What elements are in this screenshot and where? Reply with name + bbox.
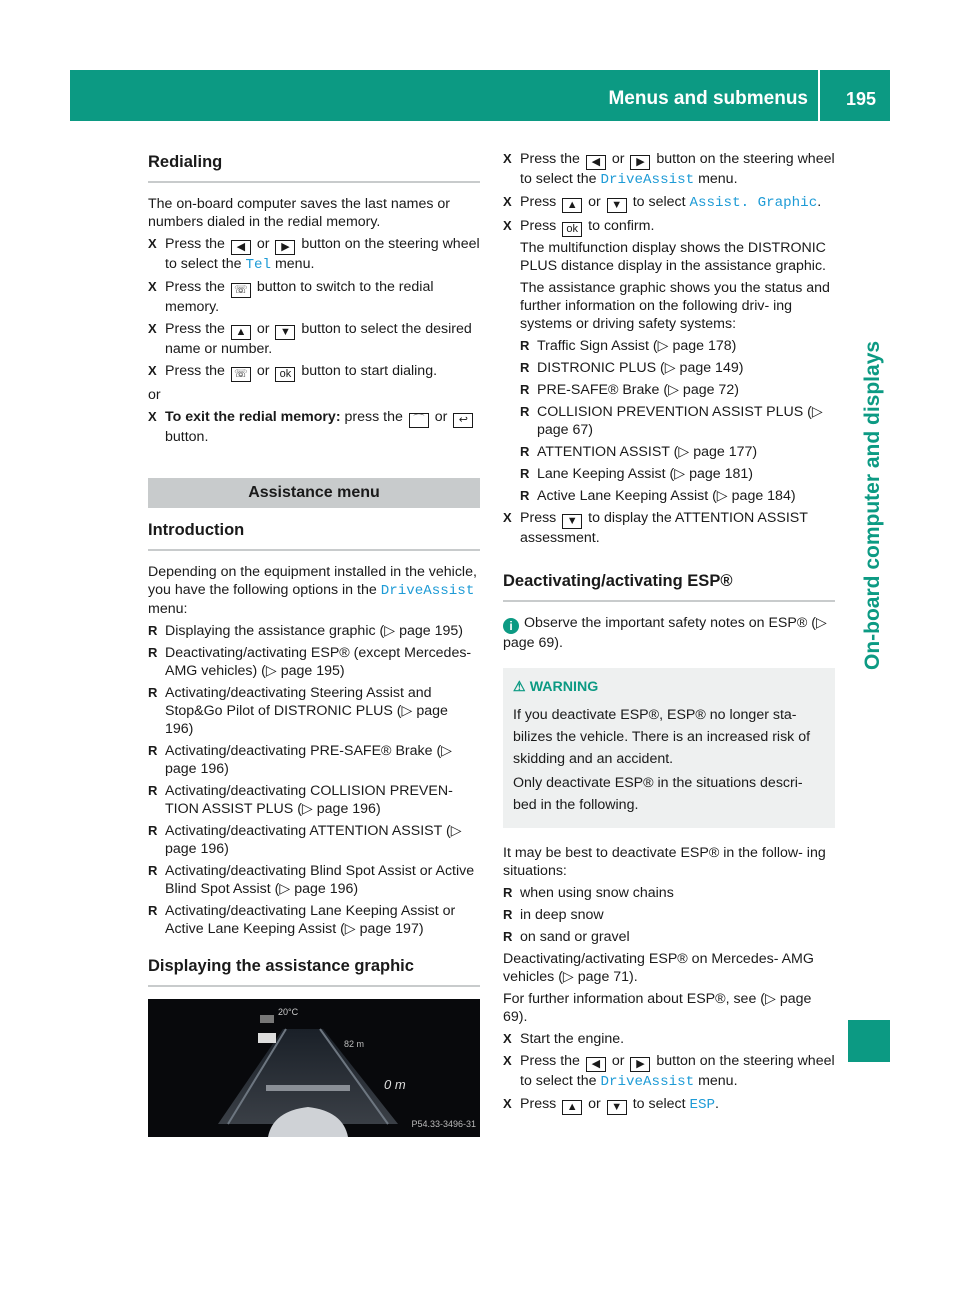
redialing-intro: The on-board computer saves the last names or numbers dialed in the redial memory. xyxy=(148,196,451,230)
info-note: i Observe the important safety notes on ESP® (▷ page 69). xyxy=(503,615,827,651)
down-arrow-button-icon: ▼ xyxy=(562,514,582,529)
step: X Press the ☏ or ok button to start dialing. xyxy=(148,362,480,382)
list-item: R Activating/deactivating PRE-SAFE® Brake (▷ page 196) xyxy=(148,742,480,778)
graphic-info: The assistance graphic shows you the status and further information on the following driv- ing systems or driving safety systems: xyxy=(520,280,830,332)
warning-box xyxy=(503,668,835,828)
ok-button-icon: ok xyxy=(562,222,582,237)
down-arrow-button-icon: ▼ xyxy=(275,325,295,340)
chapter-marker xyxy=(848,1020,890,1062)
list-item: R PRE-SAFE® Brake (▷ page 72) xyxy=(520,381,835,399)
step: X Press ▲ or ▼ to select Assist. Graphic. xyxy=(503,193,835,213)
introduction-text: Depending on the equipment installed in the vehicle, you have the following options in the DriveAssist menu: xyxy=(148,564,477,617)
step: X Press ▼ to display the ATTENTION ASSIST assessment. xyxy=(503,509,835,547)
step: X Press the ◀ or ▶ button on the steering wheel to select the Tel menu. xyxy=(148,235,480,274)
list-item: R Deactivating/activating ESP® (except Mercedes-AMG vehicles) (▷ page 195) xyxy=(148,644,480,680)
list-item: R Activating/deactivating COLLISION PREVEN- TION ASSIST PLUS (▷ page 196) xyxy=(148,782,480,818)
step: X Press ▲ or ▼ to select ESP. xyxy=(503,1095,835,1115)
list-item: R Lane Keeping Assist (▷ page 181) xyxy=(520,465,835,483)
right-column xyxy=(503,150,835,1119)
right-arrow-button-icon: ▶ xyxy=(275,240,295,255)
left-column xyxy=(148,150,480,1137)
list-item: R COLLISION PREVENTION ASSIST PLUS (▷ page 67) xyxy=(520,403,835,439)
chapter-tab-label: On-board computer and displays xyxy=(861,340,884,670)
menu-name: Assist. Graphic xyxy=(689,195,818,211)
paragraph: Deactivating/activating ESP® on Mercedes- AMG vehicles (▷ page 71). xyxy=(503,951,814,985)
warning-text: Only deactivate ESP® in the situations descri- bed in the following. xyxy=(513,775,803,813)
down-arrow-button-icon: ▼ xyxy=(607,1100,627,1115)
paragraph: It may be best to deactivate ESP® in the follow- ing situations: xyxy=(503,845,826,879)
step: X Press the ◀ or ▶ button on the steering wheel to select the DriveAssist menu. xyxy=(503,150,835,189)
list-item: R ATTENTION ASSIST (▷ page 177) xyxy=(520,443,835,461)
display-info: The multifunction display shows the DISTRONIC PLUS distance display in the assistance graphic. xyxy=(520,240,826,274)
introduction-heading: Introduction xyxy=(148,518,480,551)
down-arrow-button-icon: ▼ xyxy=(607,198,627,213)
phone-button-icon: ☏ xyxy=(231,367,251,382)
warning-text: If you deactivate ESP®, ESP® no longer sta- bilizes the vehicle. There is an increased risk of skidding and an accident. xyxy=(513,707,811,767)
step: X Press the ◀ or ▶ button on the steering wheel to select the DriveAssist menu. xyxy=(503,1052,835,1091)
up-arrow-button-icon: ▲ xyxy=(231,325,251,340)
step: X Press ok to confirm. The multifunction display shows the DISTRONIC PLUS distance display in the assistance graphic. The assistance graphic shows you the status and further information on the following driv- ing systems or driving safety systems: xyxy=(503,217,835,333)
menu-name: ESP xyxy=(689,1097,716,1113)
list-item: R Activating/deactivating Steering Assist and Stop&Go Pilot of DISTRONIC PLUS (▷ page 196) xyxy=(148,684,480,738)
up-arrow-button-icon: ▲ xyxy=(562,198,582,213)
list-item: R Activating/deactivating Blind Spot Assist or Active Blind Spot Assist (▷ page 196) xyxy=(148,862,480,898)
list-item: R Active Lane Keeping Assist (▷ page 184) xyxy=(520,487,835,505)
left-arrow-button-icon: ◀ xyxy=(586,1057,606,1072)
back-button-icon: ↩ xyxy=(453,413,473,428)
esp-heading: Deactivating/activating ESP® xyxy=(503,569,835,602)
right-arrow-button-icon: ▶ xyxy=(630,155,650,170)
phone-button-icon: ☏ xyxy=(231,283,251,298)
menu-name: DriveAssist xyxy=(600,172,695,188)
list-item: R Activating/deactivating ATTENTION ASSIST (▷ page 196) xyxy=(148,822,480,858)
step: X Press the ☏ button to switch to the redial memory. xyxy=(148,278,480,316)
list-item: R in deep snow xyxy=(503,906,835,924)
temperature-readout: 20°C xyxy=(278,1007,299,1017)
menu-name: DriveAssist xyxy=(600,1074,695,1090)
list-item: R Displaying the assistance graphic (▷ page 195) xyxy=(148,622,480,640)
step: X Start the engine. xyxy=(503,1030,835,1048)
distance-label-near: 0 m xyxy=(384,1077,406,1092)
list-item: R when using snow chains xyxy=(503,884,835,902)
step: X To exit the redial memory: press the ⌒ or ↩ button. xyxy=(148,408,480,446)
left-arrow-button-icon: ◀ xyxy=(231,240,251,255)
indicator-icon xyxy=(260,1015,274,1023)
info-icon: i xyxy=(503,618,519,634)
or-text: or xyxy=(148,387,161,403)
step: X Press the ▲ or ▼ button to select the desired name or number. xyxy=(148,320,480,358)
ok-button-icon: ok xyxy=(275,367,295,382)
menu-name: Tel xyxy=(245,257,272,273)
list-item: R Activating/deactivating Lane Keeping Assist or Active Lane Keeping Assist (▷ page 197) xyxy=(148,902,480,938)
assistance-graphic-image xyxy=(148,999,480,1137)
graphic-heading: Displaying the assistance graphic xyxy=(148,954,480,987)
up-arrow-button-icon: ▲ xyxy=(562,1100,582,1115)
assist-symbol-icon xyxy=(258,1033,276,1043)
page-number: 195 xyxy=(845,89,877,109)
list-item: R Traffic Sign Assist (▷ page 178) xyxy=(520,337,835,355)
hang-up-button-icon: ⌒ xyxy=(409,413,429,428)
distance-label-far: 82 m xyxy=(344,1039,365,1049)
menu-name: DriveAssist xyxy=(380,583,475,599)
list-item: R DISTRONIC PLUS (▷ page 149) xyxy=(520,359,835,377)
paragraph: For further information about ESP®, see (▷ page 69). xyxy=(503,991,812,1025)
left-arrow-button-icon: ◀ xyxy=(586,155,606,170)
list-item: R on sand or gravel xyxy=(503,928,835,946)
distance-bar-icon xyxy=(266,1085,350,1091)
image-caption: P54.33-3496-31 xyxy=(411,1119,476,1129)
warning-title: ⚠ WARNING xyxy=(513,679,599,695)
assistance-menu-banner: Assistance menu xyxy=(148,478,480,508)
section-title: Menus and submenus xyxy=(608,70,820,121)
warning-triangle-icon: ⚠ xyxy=(513,679,526,695)
header-bar xyxy=(70,70,890,121)
redialing-heading: Redialing xyxy=(148,150,480,183)
right-arrow-button-icon: ▶ xyxy=(630,1057,650,1072)
